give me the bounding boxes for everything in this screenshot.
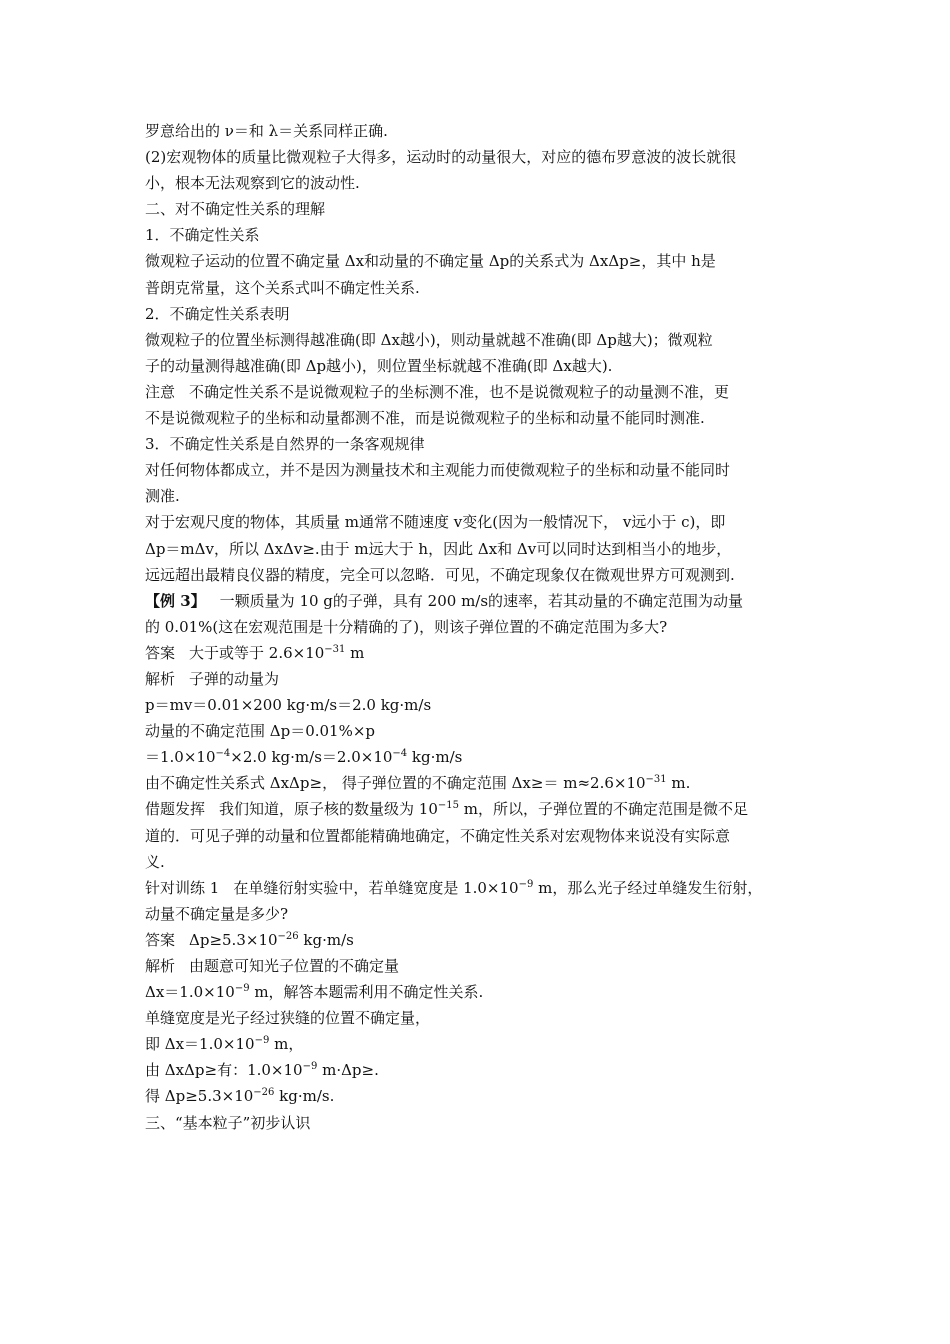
analysis-label: 解析 <box>145 957 176 975</box>
text-line: 义. <box>145 852 165 871</box>
exponent: −9 <box>234 983 250 995</box>
formula-line <box>145 1057 815 1083</box>
formula-text: ＝1.0×10 <box>145 748 216 767</box>
text-line: 动量的不确定范围 Δp＝0.01%×p <box>145 722 376 741</box>
exponent: −26 <box>253 1087 275 1099</box>
unit-text: m， <box>269 1035 304 1054</box>
text-line: 普朗克常量，这个关系式叫不确定性关系. <box>145 278 420 297</box>
section-heading: 二、对不确定性关系的理解 <box>145 200 326 219</box>
text-line: 微观粒子的位置坐标测得越准确(即 Δx越小)，则动量就越不准确(即 Δp越大)；微观粒 <box>145 330 713 349</box>
exercise-text: m，那么光子经过单缝发生衍射， <box>533 878 763 897</box>
text-line: 小，根本无法观察到它的波动性. <box>145 174 360 193</box>
note-line <box>145 379 815 405</box>
exponent: −26 <box>277 930 299 942</box>
answer-label: 答案 <box>145 643 176 662</box>
section-heading: 三、“基本粒子”初步认识 <box>145 1113 311 1132</box>
text-line: 单缝宽度是光子经过狭缝的位置不确定量， <box>145 1009 431 1028</box>
text-line: 罗意给出的 ν＝和 λ＝关系同样正确. <box>145 122 388 140</box>
text-line: 远远超出最精良仪器的精度，完全可以忽略．可见，不确定现象仅在微观世界方可观测到. <box>145 565 735 584</box>
text-line: (2)宏观物体的质量比微观粒子大得多，运动时的动量很大，对应的德布罗意波的波长就很 <box>145 148 737 167</box>
remark-text: m，所以，子弹位置的不确定范围是微不足 <box>458 800 748 819</box>
text-line: 道的．可见子弹的动量和位置都能精确地确定，不确定性关系对宏观物体来说没有实际意 <box>145 826 731 845</box>
text-line: 对于宏观尺度的物体，其质量 m通常不随速度 v变化(因为一般情况下， v远小于 c)，即 <box>145 513 726 532</box>
exponent: −4 <box>215 748 231 760</box>
subsection-heading: 2．不确定性关系表明 <box>145 304 290 323</box>
text-line: 子的动量测得越准确(即 Δp越小)，则位置坐标就越不准确(即 Δx越大). <box>145 356 613 375</box>
unit-text: kg·m/s. <box>274 1087 335 1106</box>
text-line: 的 0.01%(这在宏观范围是十分精确的了)，则该子弹位置的不确定范围为多大? <box>145 617 668 636</box>
formula-line <box>145 1031 815 1057</box>
example-text: 一颗质量为 10 g的子弹，具有 200 m/s的速率，若其动量的不确定范围为动量 <box>219 591 744 610</box>
note-text: 不确定性关系不是说微观粒子的坐标测不准，也不是说微观粒子的动量测不准，更 <box>189 382 730 401</box>
formula-text: m，解答本题需利用不确定性关系. <box>249 983 484 1002</box>
unit-text: m <box>345 643 365 662</box>
analysis-line <box>145 666 815 692</box>
text-line: 不是说微观粒子的坐标和动量都测不准，而是说微观粒子的坐标和动量不能同时测准. <box>145 409 705 428</box>
exponent: −9 <box>254 1035 270 1047</box>
answer-line <box>145 640 815 666</box>
exercise-label: 针对训练 1 <box>145 878 220 897</box>
analysis-text: 由题意可知光子位置的不确定量 <box>189 957 400 975</box>
unit-text: kg·m/s <box>407 748 463 767</box>
exercise-text: 在单缝衍射实验中，若单缝宽度是 1.0×10 <box>233 878 519 897</box>
unit-text: kg·m/s <box>298 930 354 949</box>
text-line: 动量不确定量是多少? <box>145 904 289 923</box>
analysis-text: 子弹的动量为 <box>189 669 280 688</box>
text-line: 对任何物体都成立，并不是因为测量技术和主观能力而使微观粒子的坐标和动量不能同时 <box>145 461 731 480</box>
note-label: 注意 <box>145 382 176 401</box>
exponent: −15 <box>437 800 459 812</box>
formula-text: 由 ΔxΔp≥有：1.0×10 <box>145 1061 303 1080</box>
exponent: −9 <box>518 878 534 890</box>
example-label: 【例 3】 <box>145 591 206 610</box>
remark-label: 借题发挥 <box>145 800 206 819</box>
remark-line <box>145 796 815 822</box>
text-line: 测准. <box>145 487 180 506</box>
subsection-heading: 1．不确定性关系 <box>145 226 260 245</box>
analysis-label: 解析 <box>145 669 176 688</box>
formula-line <box>145 1083 815 1109</box>
exercise-line <box>145 875 815 901</box>
formula-text: 由不确定性关系式 ΔxΔp≥， 得子弹位置的不确定范围 Δx≥＝ m≈2.6×10 <box>145 774 646 793</box>
formula-text: 即 Δx＝1.0×10 <box>145 1035 255 1054</box>
subsection-heading: 3．不确定性关系是自然界的一条客观规律 <box>145 435 425 454</box>
formula-text: Δx＝1.0×10 <box>145 983 235 1002</box>
answer-text: 大于或等于 2.6×10 <box>189 643 325 662</box>
formula-text: 得 Δp≥5.3×10 <box>145 1087 254 1106</box>
remark-text: 我们知道，原子核的数量级为 10 <box>219 800 438 819</box>
formula-line <box>145 979 815 1005</box>
answer-line <box>145 927 815 953</box>
text-line: 微观粒子运动的位置不确定量 Δx和动量的不确定量 Δp的关系式为 ΔxΔp≥，其中 h是 <box>145 252 716 271</box>
exponent: −9 <box>302 1061 318 1073</box>
exponent: −4 <box>392 748 408 760</box>
example-line <box>145 588 815 614</box>
formula-text: m·Δp≥. <box>317 1061 379 1080</box>
answer-label: 答案 <box>145 930 176 949</box>
document-body <box>145 118 815 1136</box>
formula-line <box>145 744 815 770</box>
formula-line: p＝mv＝0.01×200 kg·m/s＝2.0 kg·m/s <box>145 696 432 715</box>
answer-text: Δp≥5.3×10 <box>189 930 278 949</box>
analysis-line <box>145 953 815 979</box>
unit-text: m. <box>666 774 691 793</box>
text-line <box>145 770 815 796</box>
exponent: −31 <box>324 643 346 655</box>
exponent: −31 <box>645 774 667 786</box>
text-line: Δp＝mΔv，所以 ΔxΔv≥.由于 m远大于 h，因此 Δx和 Δv可以同时达到相当小的地步， <box>145 539 732 558</box>
formula-text: ×2.0 kg·m/s＝2.0×10 <box>230 748 393 767</box>
